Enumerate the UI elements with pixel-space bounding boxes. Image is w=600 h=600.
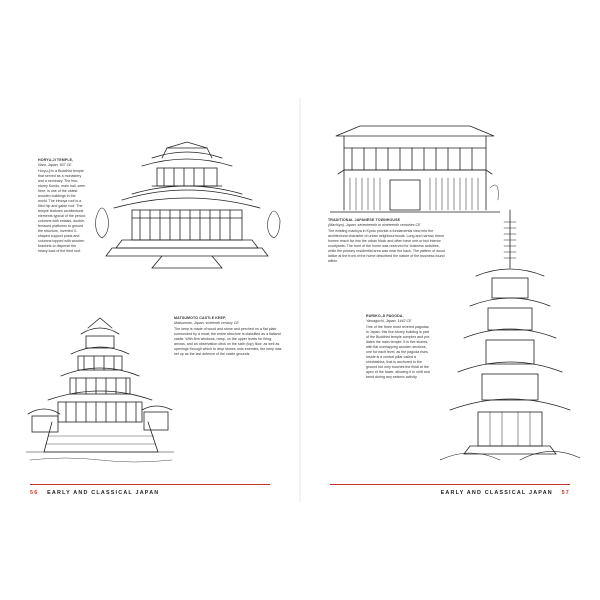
matsumoto-castle-drawing (26, 314, 174, 474)
matsumoto-location: Matsumoto, Japan, sixteenth century CE (174, 321, 239, 325)
rurikoji-body: One of the three most revered pagodas in Japan, this five-storey building is part of the Buddhist temple complex and pre-dates the main temple. It is five stories, with flat overlapping wooden sections, one for each level, as the pagoda rises. Inside is a central pillar called a shinbashira, that is anchored to the ground but only touches the finial at the apex of the tower, allowing it to shift and bend during any seismic activity. (366, 325, 431, 379)
townhouse-caption (328, 218, 448, 264)
matsumoto-body: The keep is made of wood and stone and perched on a flat plain surrounded by a moat; the entire structure is classified as a flatland castle. With 8rm windows, ramp, on the upper levels for firing arrows, and an observation deck on the sixth (top) floor, as well as openings through which to drop stones onto enemies, the keep was set up as the last defence of the castle grounds. (174, 327, 282, 356)
matsumoto-title: MATSUMOTO CASTLE KEEP, (174, 316, 227, 320)
book-gutter (299, 98, 301, 502)
right-footer-rule (330, 484, 570, 485)
rurikoji-pagoda-drawing (440, 208, 580, 478)
townhouse-body: The existing machiya in Kyoto provide a fundamental view into the architectural character of urban neighbourhoods. Long and narrow, these homes reach far into the urban block and often have one or two interior courtyards. The front of the home was reserved for business activities, while the primary residential area was near the back. The pattern of wood lattice at the front of the home described the nature of the business found within. (328, 229, 445, 263)
left-footer-rule (30, 484, 270, 485)
right-running-head: EARLY AND CLASSICAL JAPAN (440, 490, 553, 496)
townhouse-drawing (330, 118, 500, 218)
matsumoto-caption (174, 316, 282, 357)
horyu-title: HORYU-JI TEMPLE, (38, 158, 74, 162)
right-page-number: 57 (561, 490, 570, 496)
horyu-temple-drawing (92, 138, 282, 273)
left-footer (30, 490, 159, 496)
right-page (300, 98, 600, 502)
townhouse-location: (Machiya), Japan, seventeenth to nineteenth centuries CE (328, 223, 421, 227)
horyu-caption (38, 158, 86, 254)
right-footer (441, 490, 570, 496)
horyu-location: Nara, Japan, 607 CE (38, 163, 72, 167)
rurikoji-caption (366, 314, 432, 380)
left-page-number: 56 (30, 490, 39, 496)
townhouse-title: TRADITIONAL JAPANESE TOWNHOUSE (328, 218, 401, 222)
left-page (0, 98, 300, 502)
rurikoji-title: RURIKO-JI PAGODA, (366, 314, 404, 318)
rurikoji-location: Yamaguchi, Japan, 1442 CE (366, 319, 412, 323)
left-running-head: EARLY AND CLASSICAL JAPAN (47, 490, 160, 496)
horyu-body: Horyu-ji is a Buddhist temple that served as a monastery and a seminary. The two-storey Kondo, main hall, seen here, is one of the oldest wooden buildings in the world. The irimoya roof is a tiled hip and gable roof. The temple features architectural elements typical of the period: columns with entasis, double-terraced platforms to ground the structure, inverted V-shaped support posts and columns topped with wooden brackets to disperse the heavy load of the tiled roof. (38, 169, 86, 253)
